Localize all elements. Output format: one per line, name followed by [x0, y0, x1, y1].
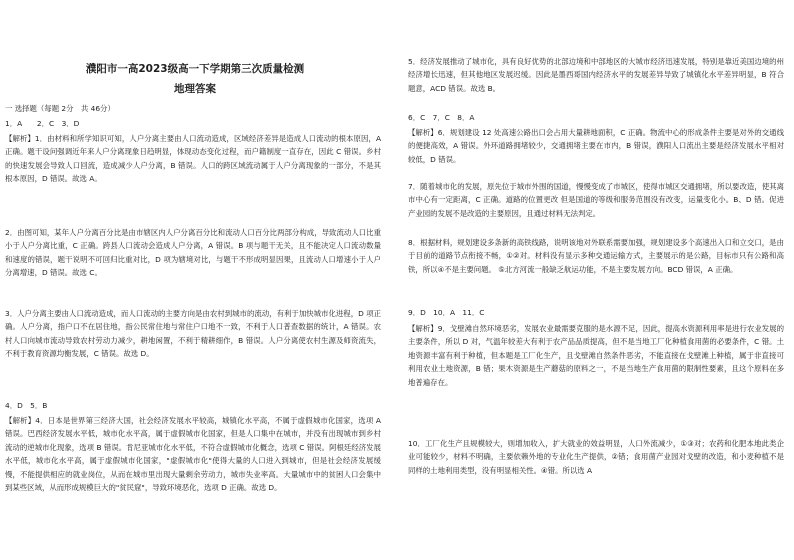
answer-line-9-11: 9．D 10．A 11．C [408, 308, 485, 317]
explanation-7: 7．随着城市化的发展，原先位于城市外围的国道，慢慢变成了市城区，使得市城区交通拥堵，所以要改造，使其离市中心有一定距离，C 正确。道路的位置更改 但是国道的等级和服务范围没有改变，运量变化小。B、D 错。促进产业园的发展不是改造的主要原因，且通过材料无法判定。 [408, 182, 784, 218]
explanation-10: 10．工厂化生产且规模较大，则增加收入，扩大就业的效益明显，人口外流减少，①③对；农药和化肥本地此类企业可能较少，材料不明确，主要依赖外地的专业化生产提供，②错；食用菌产业园对戈壁的改造，和小麦种植不是同样的土地利用类型，没有明显相关性。④错。所以选 A [408, 439, 784, 475]
explanation-6: 【解析】6．规划建设 12 处高速公路出口会占用大量耕地面积，C 正确。物流中心的形成条件主要是对外的交通线的便捷高效，A 错误。外环道路拥堵较少，交通拥堵主要在市内，B 错误，濮阳人口流出主要是经济发展水平相对较低，D 错误。 [408, 128, 784, 164]
answer-line-6-8: 6．C 7．C 8．A [408, 113, 475, 122]
section-heading: 一 选择题（每题 2分 共 46分） [5, 104, 115, 113]
explanation-4: 【解析】4．日本是世界第三经济大国，社会经济发展水平较高，城镇化水平高，不属于虚假城市化国家，选项 A 错误。巴西经济发展水平低，城市化水平高，属于虚假城市化国家，但是人口集中在城市，并没有出现城市到乡村流动的逆城市化现象，选项 B 错误。肯尼亚城市化水平低，不符合虚假城市化概念，选项 C 错误。阿根廷经济发展水平低，城市化水平高，属于虚假城市化国家，"虚假城市化"使得大量的人口进入到城市，但是社会经济发展缓慢，不能提供相应的就业岗位，从而在城市里出现大量剩余劳动力，城市失业率高。大量城市中的贫困人口会集中到某些区域，从而形成规模巨大的"贫民窟"，导致环境恶化，选项 D 正确。故选 D。 [5, 416, 381, 493]
explanation-3: 3．人户分离主要由人口流动造成，而人口流动的主要方向是由农村到城市的流动，有利于加快城市化进程，D 项正确。人户分离，指户口不在居住地，指公民常住地与常住户口地不一致，不利于人口普查数据的统计，A 错误。农村人口向城市流动导致农村劳动力减少，耕地闲置，不利于精耕细作，B 错误。人户分离使农村生源及师资流失，不利于教育资源均衡发展，C 错误。故选 D。 [5, 309, 381, 359]
explanation-8: 8．根据材料，规划建设多条新的高铁线路，说明该地对外联系需要加强，规划建设多个高速出入口和立交口，是由于目前的道路节点衔接不畅，①②对。材料没有显示多种交通运输方式，主要展示的是公路，目标市只有公路和高铁，所以④不是主要问题。 ⑤北方河流一般缺乏航运功能，不是主要发展方向。BCD 错误，A 正确。 [408, 238, 784, 274]
answer-line-4-5: 4．D 5．B [5, 401, 48, 410]
explanation-9: 【解析】9．戈壁滩自然环境恶劣，发展农业最需要克服的是水源不足，因此，提高水资源利用率是进行农业发展的主要条件，所以 D 对，气温年较差大有利于农产品品质提高，但不是当地工厂化种植食用菌的必要条件，C 错。土地资源丰富有利于种植，但本题是工厂化生产，且戈壁滩自然条件恶劣，不能直接在戈壁滩上种植，属于非直接可利用农业土地资源，B 错；果木资源是生产蘑菇的原料之一，不是当地生产食用菌的限制性要素，且这个原料在多地普遍存在。 [408, 324, 784, 387]
explanation-5: 5．经济发展推动了城市化，具有良好优势的北部边境和中部地区的大城市经济迅速发展，特别是靠近美国边境的州经济增长迅速，但其他地区发展迟缓。因此是墨西哥国内经济水平的发展差异导致了城镇化水平差异明显，B 符合题意，ACD 错误。故选 B。 [408, 57, 784, 93]
explanation-2: 2．由图可知，某年人户分离百分比是由市辖区内人户分离百分比和流动人口百分比两部分构成，导致流动人口比重小于人户分离比重，C 正确。跨县人口流动会造成人户分离，A 错误。B 项与题干无关，且不能决定人口流动数量和速度的错误，题干说明不可回归比重对比，D 项为辖境对比，与题干不形成明显因果，且流动人口增速小于人户分离增速，D 错误。故选 C。 [5, 228, 381, 278]
answer-line-1-3: 1．A 2．C 3．D [5, 119, 80, 128]
document-title: 濮阳市一高2023级高一下学期第三次质量检测 [85, 63, 305, 75]
explanation-1: 【解析】1．由材料和所学知识可知，人户分离主要由人口流动造成，区域经济差异是造成人口流动的根本原因，A 正确。题干设问强调近年来人户分离现象日趋明显，体现动态变化过程，而户籍制度一直存在，因此 C 错误。乡村的快速发展会导致人口回流，造成减少人户分离，B 错误。人口的跨区域流动属于人户分离现象的一部分，不是其根本原因，D 错误。故选 A。 [5, 134, 381, 184]
document-subtitle: 地理答案 [174, 83, 216, 95]
